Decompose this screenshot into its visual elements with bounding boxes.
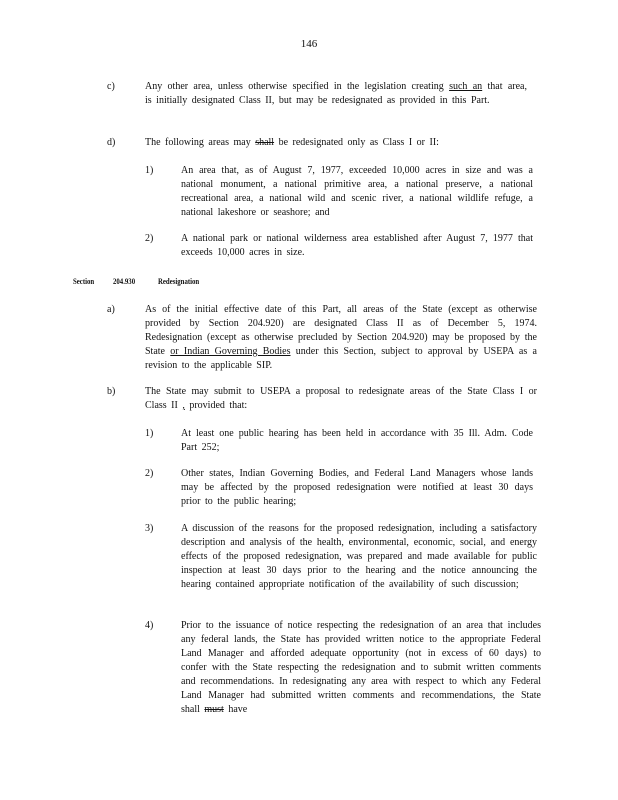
subsection-c-label: c) — [107, 81, 115, 92]
item-b2-label: 2) — [145, 468, 154, 479]
subsection-a-label: a) — [107, 304, 115, 315]
section-number: 204.930 — [113, 277, 136, 286]
item-d1-label: 1) — [145, 165, 154, 176]
subsection-a-text: As of the initial effective date of this Part, all areas of the State (except as otherwise provided by Section 204.920) are designated Class II as of December 5, 1974. Redesignation (except as otherwise precluded by Section 204.920) may be proposed by the State or Indian Governing Bodies under this Section, subject to approval by USEPA as a revision to the applicable SIP. — [145, 304, 537, 371]
item-b1-text: At least one public hearing has been held in accordance with 35 Ill. Adm. Code Part 252; — [181, 428, 533, 453]
item-b3-text: A discussion of the reasons for the proposed redesignation, including a satisfactory description and analysis of the health, environmental, economic, social, and energy effects of the proposed redesignation, was prepared and made available for public inspection at least 30 days prior to the hearing and the notice announcing the hearing contained appropriate notification of the availability of such discussion; — [181, 523, 537, 590]
subsection-d-text: The following areas may shall be redesignated only as Class I or II: — [145, 137, 439, 148]
section-label: Section — [73, 277, 95, 286]
underlined-insertion: , — [182, 400, 185, 411]
section-title: Redesignation — [158, 277, 200, 286]
item-d2-text: A national park or national wilderness area established after August 7, 1977 that exceeds 10,000 acres in size. — [181, 233, 533, 258]
item-b1-label: 1) — [145, 428, 154, 439]
subsection-d-label: d) — [107, 137, 116, 148]
item-b3-label: 3) — [145, 523, 154, 534]
struck-deletion: must — [204, 704, 224, 715]
subsection-b-text: The State may submit to USEPA a proposal to redesignate areas of the State Class I or Class II , provided that: — [145, 386, 537, 411]
item-d1-text: An area that, as of August 7, 1977, exceeded 10,000 acres in size and was a national monument, a national primitive area, a national preserve, a national recreational area, a national wild and scenic river, a national wildlife refuge, a national lakeshore or seashore; and — [181, 165, 533, 218]
item-b4-text: Prior to the issuance of notice respecting the redesignation of an area that includes any federal lands, the State has provided written notice to the appropriate Federal Land Manager and afforded adequate opportunity (not in excess of 60 days) to confer with the State respecting the redesignation and to submit written comments and recommendations. In redesignating any area with respect to which any Federal Land Manager had submitted written comments and recommendations, the State shall must have — [181, 620, 541, 715]
struck-deletion: shall — [255, 137, 275, 148]
underlined-insertion: such an — [449, 81, 483, 92]
subsection-c-text: Any other area, unless otherwise specified in the legislation creating such an that area, is initially designated Class II, but may be redesignated as provided in this Part. — [145, 81, 527, 106]
item-b2-text: Other states, Indian Governing Bodies, and Federal Land Managers whose lands may be affected by the proposed redesignation were notified at least 30 days prior to the public hearing; — [181, 468, 533, 507]
subsection-b-label: b) — [107, 386, 116, 397]
item-b4-label: 4) — [145, 620, 154, 631]
page-number: 146 — [300, 38, 318, 50]
item-d2-label: 2) — [145, 233, 154, 244]
underlined-insertion: or Indian Governing Bodies — [170, 346, 291, 357]
